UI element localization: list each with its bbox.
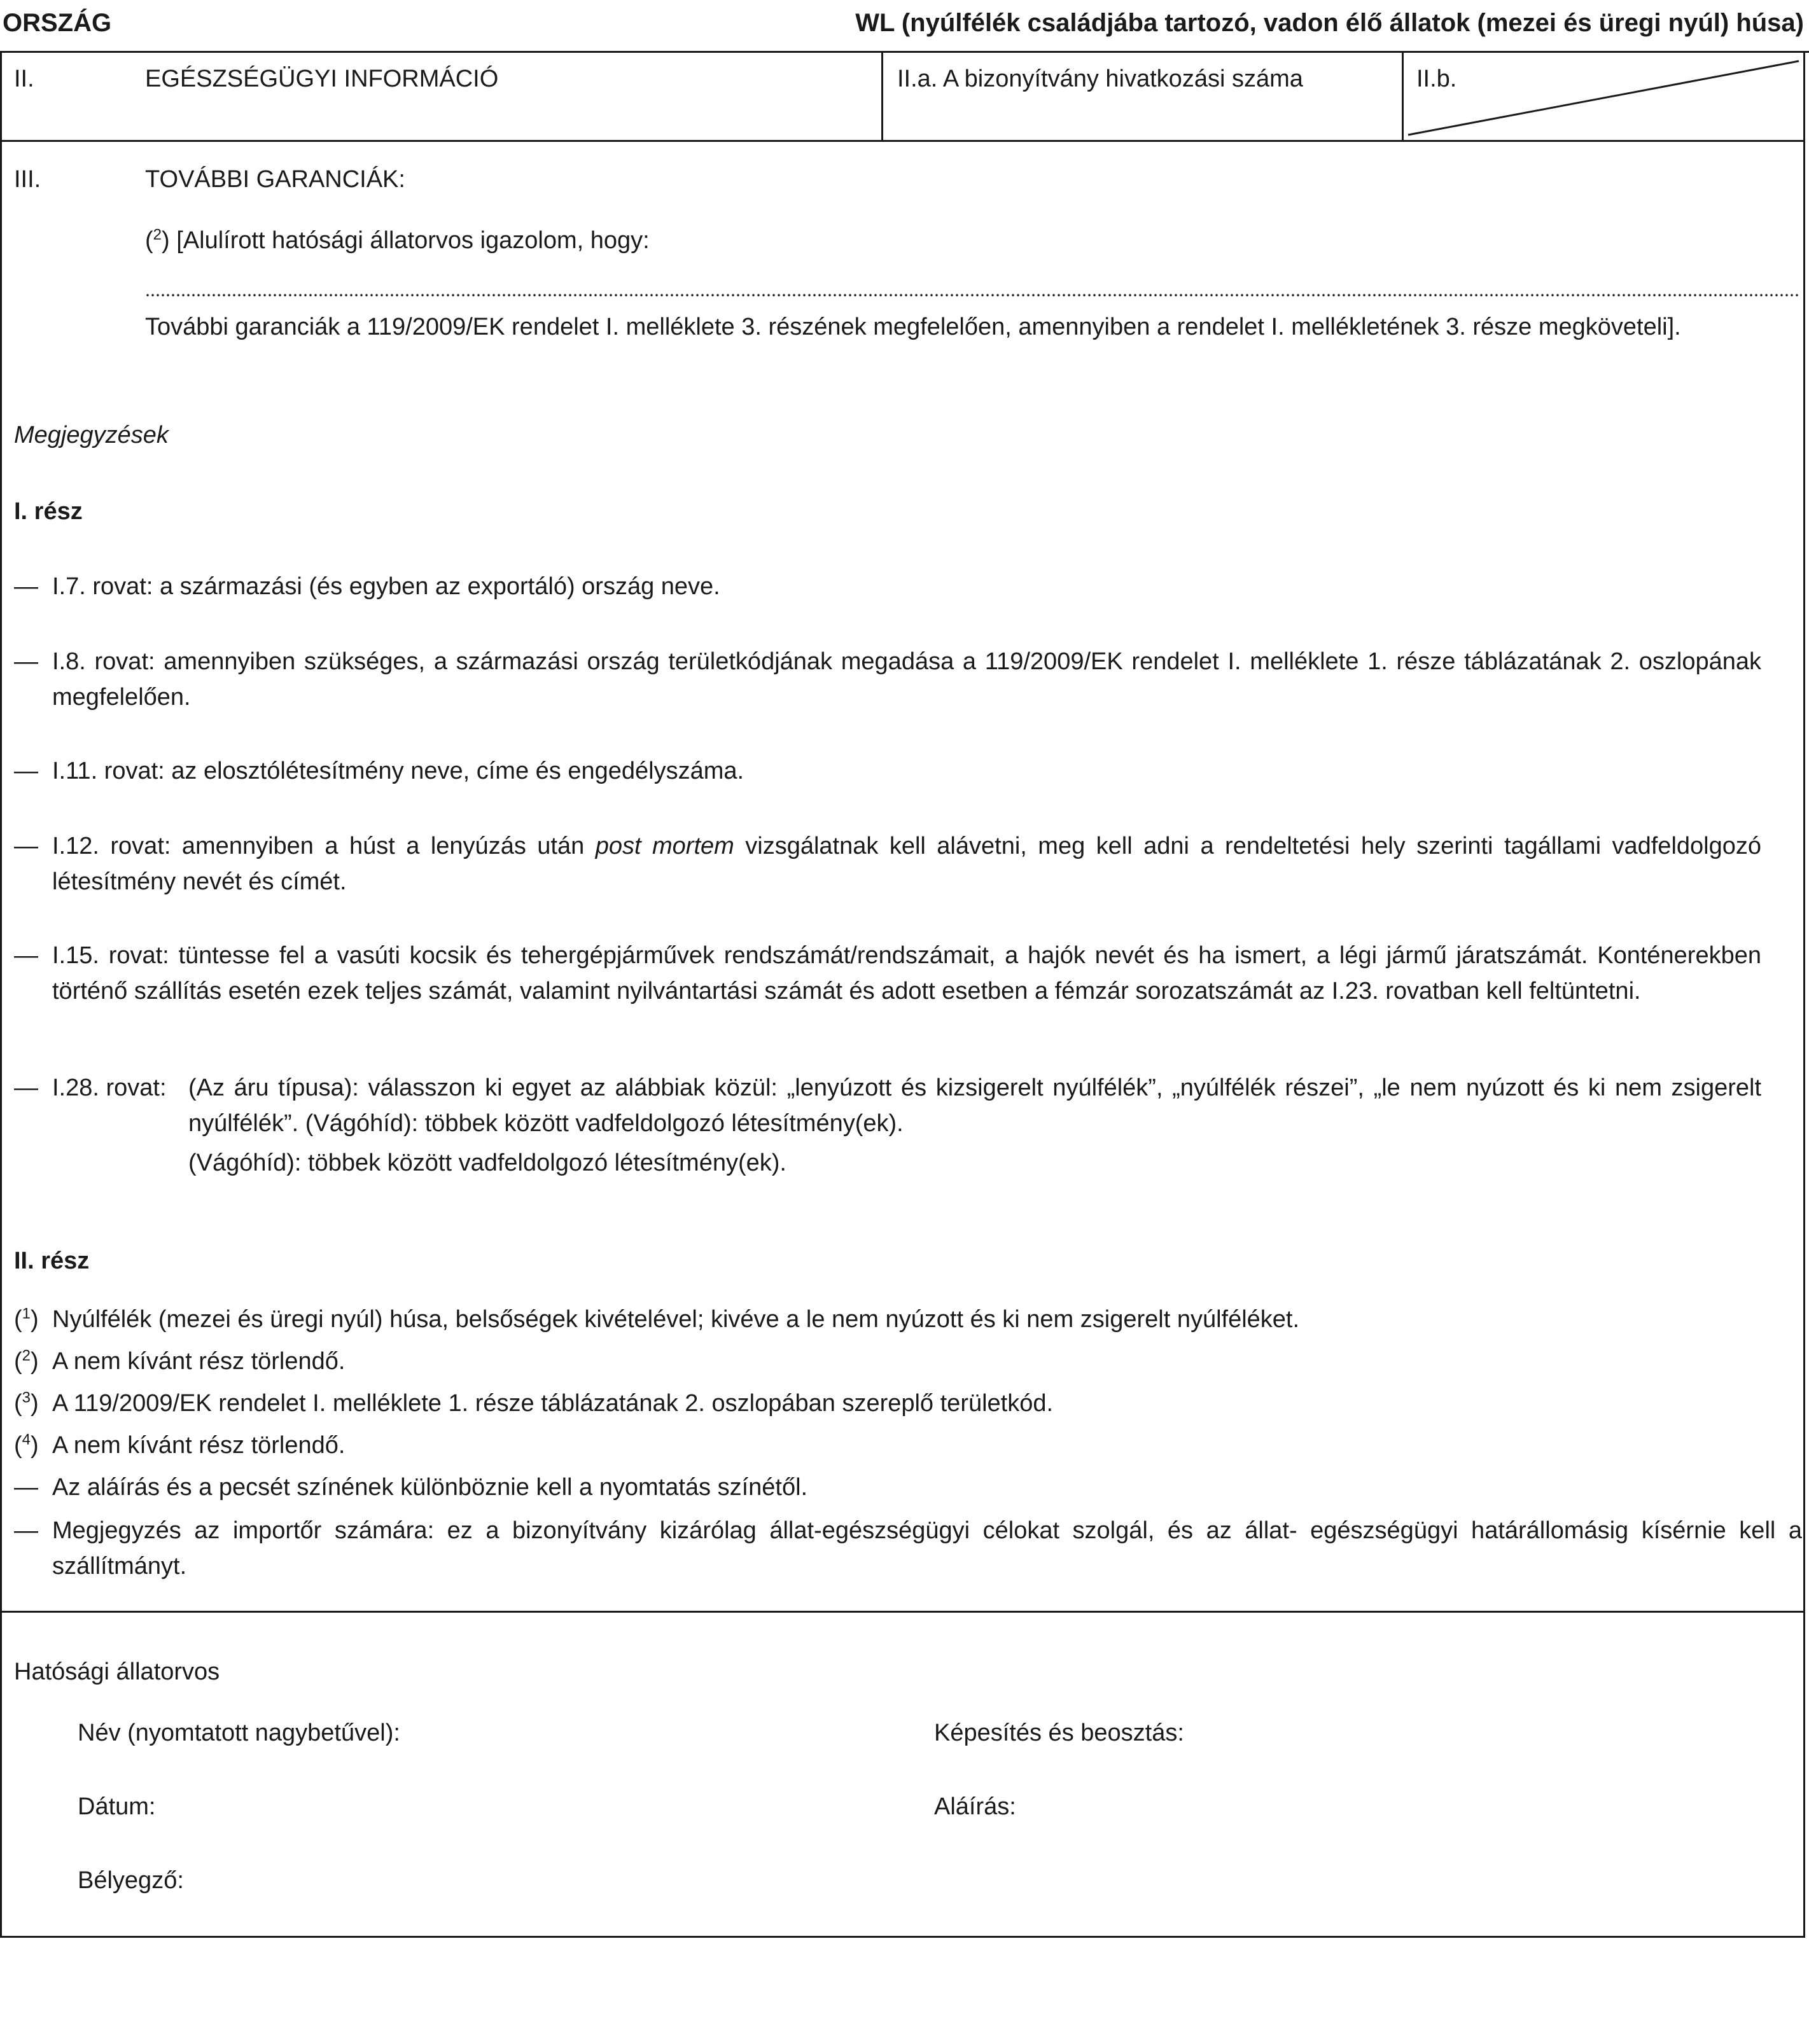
footnote-3-marker: ($^3$): [14, 1389, 39, 1417]
footnote-1-marker: ($^1$): [14, 1305, 39, 1333]
note-dash: —: [14, 648, 38, 675]
frame-right-line: [1803, 51, 1805, 1938]
note-dash: —: [14, 1474, 38, 1501]
footnote-3: A 119/2009/EK rendelet I. melléklete 1. része táblázatának 2. oszlopában szereplő területkód.: [52, 1390, 1054, 1417]
note-dash: —: [14, 1074, 38, 1101]
stamp-label: Bélyegző:: [78, 1867, 184, 1894]
note-i15: I.15. rovat: tüntesse fel a vasúti kocsik és tehergépjárművek rendszámát/rendszámait, a hajók nevét és ha ismert, a légi jármű járatszámát. Konténerekben történő szállítás esetén ezek teljes számát, valamint nyilvántartási számát és adott esetben a fémzár sorozatszámát az I.23. rovatban kell feltüntetni.: [52, 942, 1761, 1005]
note-i28-text: (Az áru típusa): válasszon ki egyet az alábbiak közül: „lenyúzott és kizsigerelt nyúlfélék”, „nyúlfélék részei”, „le nem nyúzott és ki nem zsigerelt nyúlfélék”. (Vágóhíd): többek között vadfeldolgozó létesítmény(ek).: [188, 1074, 1761, 1137]
signature-color-note: Az aláírás és a pecsét színének különböznie kell a nyomtatás színétől.: [52, 1474, 808, 1501]
section-number: II.: [14, 66, 34, 92]
note-dash: —: [14, 758, 38, 784]
frame-bottom-line: [0, 1936, 1805, 1938]
footnote-2-marker: ($^2$): [14, 1347, 39, 1375]
official-vet-title: Hatósági állatorvos: [14, 1658, 220, 1685]
note-i28-label: I.28. rovat:: [52, 1074, 167, 1101]
note-dash: —: [14, 573, 38, 600]
footnote-4: A nem kívánt rész törlendő.: [52, 1432, 346, 1459]
signature-divider-line: [0, 1611, 1805, 1613]
reference-number-label: II.a. A bizonyítvány hivatkozási száma: [897, 66, 1303, 92]
note-i12: I.12. rovat: amennyiben a húst a lenyúzás után post mortem vizsgálatnak kell alávetni, meg kell adni a rendeltetési hely szerinti tagállami vadfeldolgozó létesítmény nevét és címét.: [52, 833, 1761, 895]
footnote-1: Nyúlfélék (mezei és üregi nyúl) húsa, belsőségek kivételével; kivéve a le nem nyúzott és ki nem zsigerelt nyúlféléket.: [52, 1306, 1300, 1333]
dotted-line: [145, 293, 1799, 298]
note-i28-extra: (Vágóhíd): többek között vadfeldolgozó létesítmény(ek).: [188, 1150, 786, 1176]
notes-title: Megjegyzések: [14, 422, 169, 448]
guarantees-number: III.: [14, 166, 41, 193]
note-i11: I.11. rovat: az elosztólétesítmény neve, címe és engedélyszáma.: [52, 758, 744, 784]
note-dash: —: [14, 942, 38, 969]
note-i8: I.8. rovat: amennyiben szükséges, a származási ország területkódjának megadása a 119/2009/EK rendelet I. melléklete 1. része táblázatának 2. oszlopának megfelelően.: [52, 648, 1761, 711]
certification-statement: ($^2$) [Alulírott hatósági állatorvos igazolom, hogy:: [145, 226, 650, 254]
footnote-2: A nem kívánt rész törlendő.: [52, 1348, 346, 1375]
name-label: Név (nyomtatott nagybetűvel):: [78, 1720, 400, 1746]
cell-divider-1: [881, 51, 883, 141]
footnote-ref: 2: [153, 226, 162, 244]
importer-note: Megjegyzés az importőr számára: ez a bizonyítvány kizárólag állat-egészségügyi célokat szolgál, és az állat- egészségügyi határállomásig kísérnie kell a szállítmányt.: [52, 1517, 1802, 1580]
part2-title: II. rész: [14, 1248, 90, 1274]
date-label: Dátum:: [78, 1793, 156, 1820]
footnote-4-marker: ($^4$): [14, 1431, 39, 1459]
note-dash: —: [14, 1517, 38, 1544]
note-i7: I.7. rovat: a származási (és egyben az exportáló) ország neve.: [52, 573, 720, 600]
signature-label: Aláírás:: [934, 1793, 1016, 1820]
part1-title: I. rész: [14, 498, 83, 525]
note-dash: —: [14, 833, 38, 859]
iib-strike-line: [1403, 52, 1804, 141]
iib-label: II.b.: [1416, 66, 1457, 92]
qualification-label: Képesítés és beosztás:: [934, 1720, 1184, 1746]
guarantees-title: TOVÁBBI GARANCIÁK:: [145, 166, 405, 193]
additional-guarantees-text: További garanciák a 119/2009/EK rendelet I. melléklete 3. részének megfelelően, amennyiben a rendelet I. mellékletének 3. része megköveteli].: [145, 314, 1681, 340]
certificate-title: WL (nyúlfélék családjába tartozó, vadon élő állatok (mezei és üregi nyúl) húsa): [855, 9, 1804, 37]
section-label: EGÉSZSÉGÜGYI INFORMÁCIÓ: [145, 66, 499, 92]
frame-left-line: [0, 51, 2, 1938]
country-label: ORSZÁG: [3, 9, 112, 37]
